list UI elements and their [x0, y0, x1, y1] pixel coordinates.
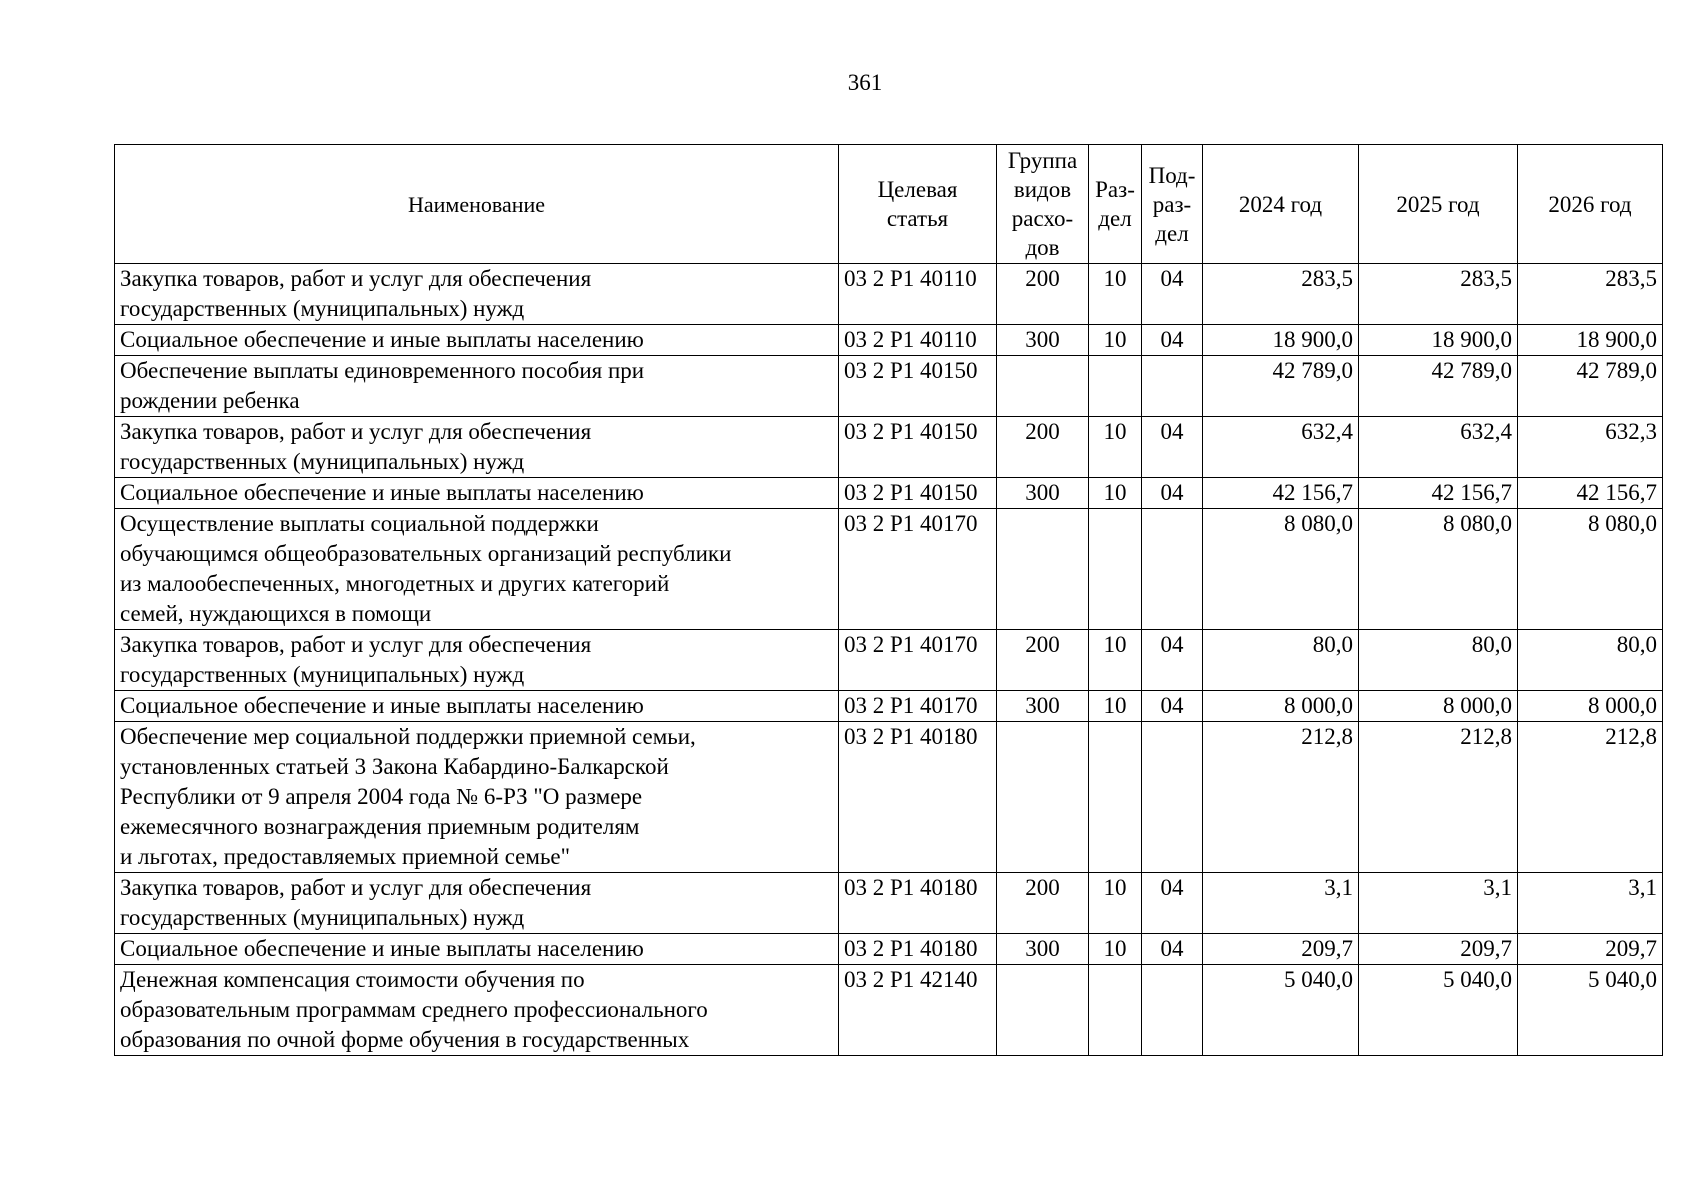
cell-2026: 212,8: [1518, 722, 1663, 873]
cell-2024: 5 040,0: [1203, 965, 1359, 1056]
header-section: Раз- дел: [1089, 145, 1142, 264]
table-row: [115, 722, 1663, 873]
cell-expense-group: [997, 965, 1089, 1056]
cell-target-article: 03 2 P1 40170: [839, 630, 997, 691]
cell-section: [1089, 509, 1142, 630]
cell-2025: 42 156,7: [1359, 478, 1518, 509]
cell-target-article: 03 2 P1 40180: [839, 934, 997, 965]
cell-expense-group: 300: [997, 934, 1089, 965]
cell-target-article: 03 2 P1 40180: [839, 873, 997, 934]
cell-subsection: 04: [1142, 264, 1203, 325]
cell-target-article: 03 2 P1 40170: [839, 509, 997, 630]
cell-2025: 5 040,0: [1359, 965, 1518, 1056]
cell-target-article: 03 2 P1 40110: [839, 325, 997, 356]
table-row: [115, 417, 1663, 478]
cell-2026: 42 156,7: [1518, 478, 1663, 509]
cell-section: 10: [1089, 325, 1142, 356]
cell-2025: 283,5: [1359, 264, 1518, 325]
table-row: [115, 630, 1663, 691]
cell-2026: 632,3: [1518, 417, 1663, 478]
cell-name: Осуществление выплаты социальной поддержки обучающимся общеобразовательных организаций республики из малообеспеченных, многодетных и других категорий семей, нуждающихся в помощи: [115, 509, 839, 630]
cell-2025: 42 789,0: [1359, 356, 1518, 417]
cell-section: 10: [1089, 264, 1142, 325]
cell-2024: 8 000,0: [1203, 691, 1359, 722]
table-row: [115, 934, 1663, 965]
cell-2025: 80,0: [1359, 630, 1518, 691]
table-row: [115, 873, 1663, 934]
cell-name: Закупка товаров, работ и услуг для обеспечения государственных (муниципальных) нужд: [115, 264, 839, 325]
header-2024: 2024 год: [1203, 145, 1359, 264]
cell-2026: 18 900,0: [1518, 325, 1663, 356]
cell-target-article: 03 2 P1 40170: [839, 691, 997, 722]
table-row: [115, 325, 1663, 356]
cell-2024: 80,0: [1203, 630, 1359, 691]
cell-subsection: 04: [1142, 934, 1203, 965]
cell-2025: 3,1: [1359, 873, 1518, 934]
cell-subsection: 04: [1142, 417, 1203, 478]
cell-section: [1089, 356, 1142, 417]
cell-name: Обеспечение мер социальной поддержки приемной семьи, установленных статьей 3 Закона Кабардино-Балкарской Республики от 9 апреля 2004 года № 6-РЗ "О размере ежемесячного вознаграждения приемным родителям и льготах, предоставляемых приемной семье": [115, 722, 839, 873]
table-row: [115, 965, 1663, 1056]
cell-expense-group: 300: [997, 691, 1089, 722]
cell-subsection: [1142, 722, 1203, 873]
cell-2026: 3,1: [1518, 873, 1663, 934]
cell-name: Закупка товаров, работ и услуг для обеспечения государственных (муниципальных) нужд: [115, 873, 839, 934]
table-row: [115, 509, 1663, 630]
cell-subsection: 04: [1142, 325, 1203, 356]
cell-subsection: 04: [1142, 478, 1203, 509]
cell-section: 10: [1089, 691, 1142, 722]
cell-target-article: 03 2 P1 40180: [839, 722, 997, 873]
header-2025: 2025 год: [1359, 145, 1518, 264]
cell-name: Социальное обеспечение и иные выплаты населению: [115, 691, 839, 722]
cell-2026: 5 040,0: [1518, 965, 1663, 1056]
cell-name: Социальное обеспечение и иные выплаты населению: [115, 478, 839, 509]
cell-expense-group: [997, 722, 1089, 873]
table-row: [115, 478, 1663, 509]
cell-subsection: 04: [1142, 691, 1203, 722]
cell-expense-group: 200: [997, 630, 1089, 691]
cell-section: 10: [1089, 873, 1142, 934]
cell-name: Денежная компенсация стоимости обучения по образовательным программам среднего профессионального образования по очной форме обучения в государственных: [115, 965, 839, 1056]
cell-2024: 212,8: [1203, 722, 1359, 873]
header-expense-group: Группа видов расхо- дов: [997, 145, 1089, 264]
cell-target-article: 03 2 P1 42140: [839, 965, 997, 1056]
cell-2024: 283,5: [1203, 264, 1359, 325]
table-row: [115, 356, 1663, 417]
budget-table: [114, 144, 1663, 1056]
cell-expense-group: 300: [997, 478, 1089, 509]
cell-2024: 42 156,7: [1203, 478, 1359, 509]
cell-target-article: 03 2 P1 40150: [839, 356, 997, 417]
cell-2026: 8 080,0: [1518, 509, 1663, 630]
cell-section: [1089, 722, 1142, 873]
cell-2026: 42 789,0: [1518, 356, 1663, 417]
cell-2024: 42 789,0: [1203, 356, 1359, 417]
cell-2025: 8 080,0: [1359, 509, 1518, 630]
cell-expense-group: 200: [997, 264, 1089, 325]
header-2026: 2026 год: [1518, 145, 1663, 264]
page-number: 361: [847, 70, 883, 95]
table-body: [115, 264, 1663, 1056]
cell-name: Социальное обеспечение и иные выплаты населению: [115, 325, 839, 356]
cell-2025: 209,7: [1359, 934, 1518, 965]
cell-subsection: [1142, 965, 1203, 1056]
cell-name: Закупка товаров, работ и услуг для обеспечения государственных (муниципальных) нужд: [115, 417, 839, 478]
cell-section: 10: [1089, 934, 1142, 965]
cell-2026: 283,5: [1518, 264, 1663, 325]
table-row: [115, 691, 1663, 722]
cell-2024: 209,7: [1203, 934, 1359, 965]
header-target-article: Целевая статья: [839, 145, 997, 264]
cell-2024: 8 080,0: [1203, 509, 1359, 630]
cell-name: Социальное обеспечение и иные выплаты населению: [115, 934, 839, 965]
cell-2025: 8 000,0: [1359, 691, 1518, 722]
cell-section: 10: [1089, 417, 1142, 478]
table-header-row: [115, 145, 1663, 264]
cell-target-article: 03 2 P1 40110: [839, 264, 997, 325]
cell-subsection: 04: [1142, 873, 1203, 934]
cell-2026: 209,7: [1518, 934, 1663, 965]
cell-expense-group: 200: [997, 873, 1089, 934]
cell-2026: 80,0: [1518, 630, 1663, 691]
cell-target-article: 03 2 P1 40150: [839, 478, 997, 509]
table-row: [115, 264, 1663, 325]
cell-2024: 3,1: [1203, 873, 1359, 934]
cell-expense-group: 300: [997, 325, 1089, 356]
cell-target-article: 03 2 P1 40150: [839, 417, 997, 478]
header-name: Наименование: [115, 145, 839, 264]
cell-2026: 8 000,0: [1518, 691, 1663, 722]
cell-subsection: 04: [1142, 630, 1203, 691]
header-subsection: Под- раз- дел: [1142, 145, 1203, 264]
cell-2024: 18 900,0: [1203, 325, 1359, 356]
cell-expense-group: [997, 356, 1089, 417]
cell-subsection: [1142, 509, 1203, 630]
cell-2025: 212,8: [1359, 722, 1518, 873]
cell-2025: 18 900,0: [1359, 325, 1518, 356]
cell-2025: 632,4: [1359, 417, 1518, 478]
cell-expense-group: [997, 509, 1089, 630]
cell-name: Закупка товаров, работ и услуг для обеспечения государственных (муниципальных) нужд: [115, 630, 839, 691]
cell-section: 10: [1089, 478, 1142, 509]
cell-section: 10: [1089, 630, 1142, 691]
cell-expense-group: 200: [997, 417, 1089, 478]
cell-section: [1089, 965, 1142, 1056]
cell-2024: 632,4: [1203, 417, 1359, 478]
cell-name: Обеспечение выплаты единовременного пособия при рождении ребенка: [115, 356, 839, 417]
cell-subsection: [1142, 356, 1203, 417]
